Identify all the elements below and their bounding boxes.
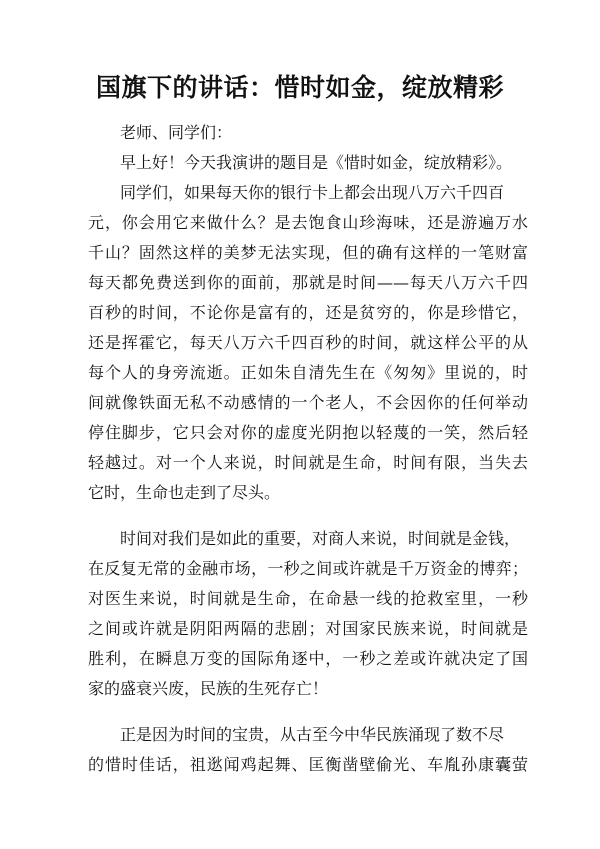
paragraph-3-line-2: 在反复无常的金融市场，一秒之间或许就是千万资金的博弈； [88, 559, 528, 578]
salutation-line: 老师、同学们： [120, 123, 233, 142]
paragraph-4 [88, 720, 528, 780]
paragraph-3-line-4: 之间或许就是阴阳两隔的悲剧；对国家民族来说，时间就是 [88, 619, 528, 638]
salutation-paragraph [88, 118, 528, 148]
paragraph-2-line-1: 同学们，如果每天你的银行卡上都会出现八万六千四百 [120, 183, 505, 202]
paragraph-2-line-10: 轻越过。对一个人来说，时间就是生命，时间有限，当失去 [88, 453, 528, 472]
paragraph-2-line-2: 元，你会用它来做什么？是去饱食山珍海味，还是游遍万水 [88, 213, 528, 232]
paragraph-2-line-9: 停住脚步，它只会对你的虚度光阴抱以轻蔑的一笑，然后轻 [88, 423, 528, 442]
paragraph-3 [88, 524, 528, 704]
paragraph-2-line-8: 间就像铁面无私不动感情的一个老人，不会因你的任何举动 [88, 393, 528, 412]
paragraph-3-line-6: 家的盛衰兴废，民族的生死存亡！ [88, 679, 329, 698]
paragraph-4-line-1: 正是因为时间的宝贵，从古至今中华民族涌现了数不尽 [120, 725, 505, 744]
paragraph-2-line-11: 它时，生命也走到了尽头。 [88, 483, 281, 502]
paragraph-2-line-6: 还是挥霍它，每天八万六千四百秒的时间，就这样公平的从 [88, 333, 528, 352]
paragraph-3-line-1: 时间对我们是如此的重要，对商人来说，时间就是金钱， [120, 529, 521, 548]
paragraph-3-line-5: 胜利，在瞬息万变的国际角逐中，一秒之差或许就决定了国 [88, 649, 528, 668]
paragraph-2-line-4: 每天都免费送到你的面前，那就是时间——每天八万六千四 [88, 273, 528, 292]
paragraph-4-line-2: 的惜时佳话，祖逖闻鸡起舞、匡衡凿壁偷光、车胤孙康囊萤 [88, 755, 528, 774]
paragraph-2-line-3: 千山？固然这样的美梦无法实现，但的确有这样的一笔财富 [88, 243, 528, 262]
paragraph-2-line-5: 百秒的时间，不论你是富有的，还是贫穷的，你是珍惜它， [88, 303, 528, 322]
paragraph-2 [88, 178, 528, 508]
paragraph-3-line-3: 对医生来说，时间就是生命，在命悬一线的抢救室里，一秒 [88, 589, 528, 608]
document-title: 国旗下的讲话：惜时如金，绽放精彩 [95, 73, 504, 102]
document-body [88, 118, 528, 780]
paragraph-1 [88, 148, 528, 178]
paragraph-2-line-7: 每个人的身旁流逝。正如朱自清先生在《匆匆》里说的，时 [88, 363, 528, 382]
paragraph-1-line-1: 早上好！今天我演讲的题目是《惜时如金，绽放精彩》。 [120, 153, 513, 172]
